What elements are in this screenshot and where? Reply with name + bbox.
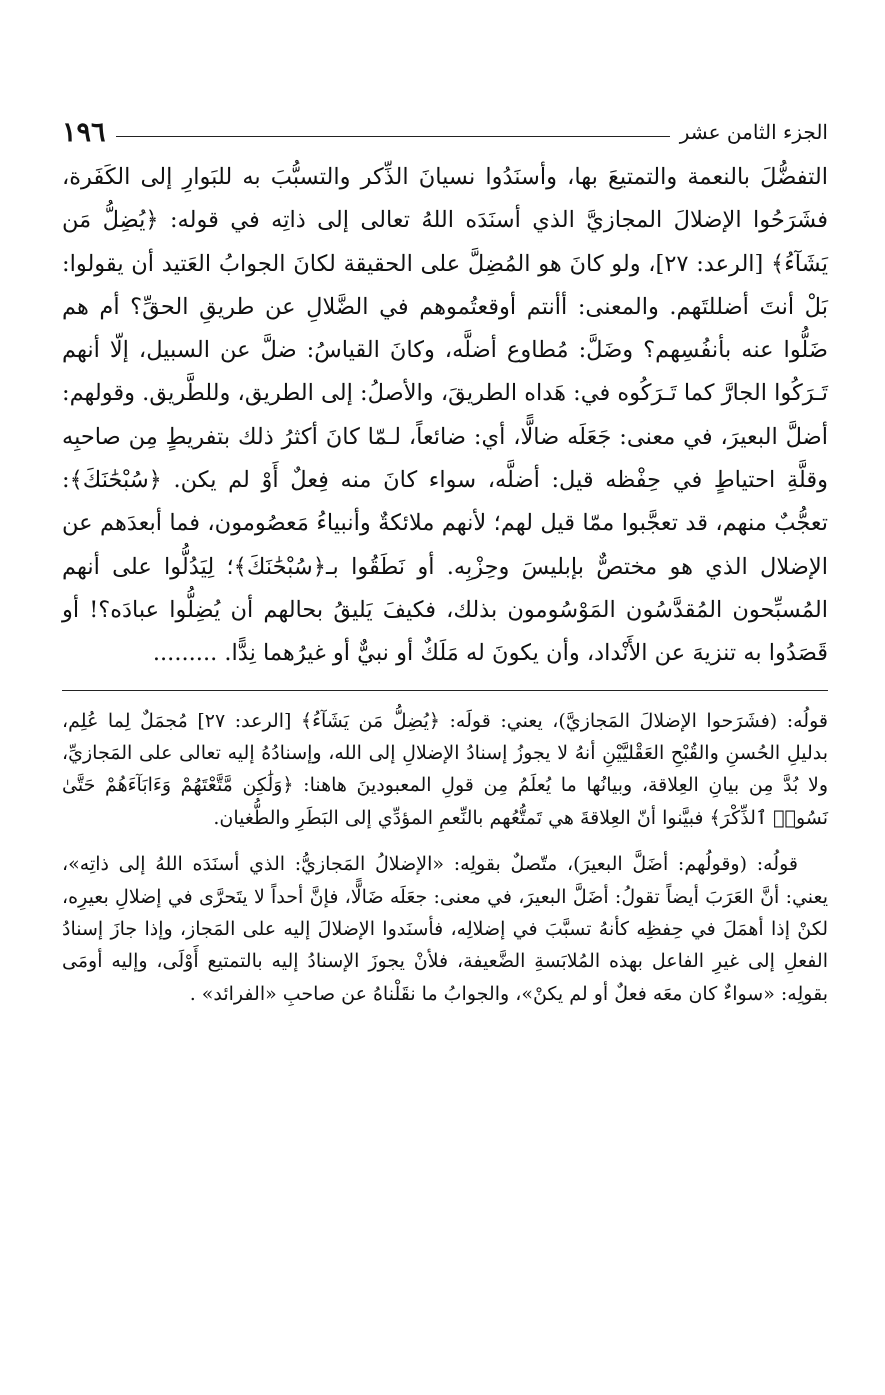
page-number: ١٩٦ [62,116,106,148]
page-header [62,112,828,152]
book-page [62,112,828,1022]
commentary-note: قولُه: (وقولُهم: أضَلَّ البعيرَ)، متّصلٌ بقولِه: «الإضلالُ المَجازيُّ: الذي أسنَدَه اللهُ إلى ذاتِه»، يعني: أنَّ العَرَبَ أيضاً تقولُ: أضَلَّ البعيرَ، في معنى: جعَلَه ضَالًّا، فإنَّ أحداً لا يتَحرَّى في إضلالِ بعيرِه، لكنْ إذا أهمَلَ في حِفظِه كأنهُ تسبَّبَ في إضلالِه، فأسنَدوا الإضلالَ إليه على المَجاز، وإذا جازَ إسنادُ الفعلِ إلى غيرِ الفاعل بهذه المُلابَسةِ الضَّعيفة، فلأنْ يجوزَ الإسنادُ إليه بالتمتيع أَوْلَى، وإليه أومَى بقولِه: «سواءٌ كان معَه فعلٌ أو لم يكنْ»، والجوابُ ما نقَلْناهُ عن صاحبِ «الفرائد» . [62,853,828,1005]
main-text: التفضُّلَ بالنعمة والتمتيعَ بها، وأسنَدُوا نسيانَ الذِّكر والتسبُّبَ به للبَوارِ إلى الكَفَرة، فشَرَحُوا الإضلالَ المجازيَّ الذي أسنَدَه اللهُ تعالى إلى ذاتِه في قوله: ﴿يُضِلُّ مَن يَشَآءُ﴾ [الرعد: ٢٧]، ولو كانَ هو المُضِلَّ على الحقيقة لكانَ الجوابُ العَتيد أن يقولوا: بَلْ أنتَ أضللتَهم. والمعنى: أأنتم أوقعتُموهم في الضَّلالِ عن طريقِ الحقِّ؟ أم هم ضَلُّوا عنه بأنفُسِهم؟ وضَلَّ: مُطاوع أضلَّه، وكانَ القياسُ: ضلَّ عن السبيل، إلّا أنهم تَـرَكُوا الجارَّ كما تَـرَكُوه في: هَداه الطريقَ، والأصلُ: إلى الطريق، وللطَّريق. وقولهم: أضلَّ البعيرَ، في معنى: جَعَلَه ضالًّا، أي: ضائعاً، لـمّا كانَ أكثرُ ذلك بتفريطٍ مِن صاحبِه وقلَّةِ احتياطٍ في حِفْظه قيل: أضلَّه، سواء كانَ منه فِعلٌ أَوْ لم يكن. ﴿سُبْحَٰنَكَ﴾: تعجُّبٌ منهم، قد تعجَّبوا ممّا قيل لهم؛ لأنهم ملائكةٌ وأنبياءُ مَعصُومون، فما أبعدَهم عن الإضلال الذي هو مختصٌّ بإبليسَ وحِزْبِه. أو نَطَقُوا بـ﴿سُبْحَٰنَكَ﴾؛ لِيَدُلُّوا على أنهم المُسبِّحون المُقدَّسُون المَوْسُومون بذلك، فكيفَ يَليقُ بحالهم أن يُضِلُّوا عبادَه؟! أو قَصَدُوا به تنزيهَ عن الأَنْداد، وأن يكونَ له مَلَكٌ أو نبيٌّ أو غيرُهما نِدًّا. ......... [62,164,828,667]
running-title: الجزء الثامن عشر [679,120,828,144]
commentary-notes [62,705,828,1011]
header-rule [116,136,670,137]
commentary-note: قولُه: (فشَرَحوا الإضلالَ المَجازيَّ)، يعني: قولَه: ﴿يُضِلُّ مَن يَشَآءُ﴾ [الرعد: ٢٧] مُجمَلٌ لِما عُلِم، بدليلِ الحُسنِ والقُبْحِ العَقْليَّيْنِ أنهُ لا يجوزُ إسنادُ الإضلالِ إلى الله، وإسنادُهُ إليه تعالى على المَجازيِّ، ولا بُدَّ مِن بيانِ العِلاقة، وبيانُها ما يُعلَمُ مِن قولِ المعبودينَ هاهنا: ﴿وَلَٰكِن مَّتَّعْتَهُمْ وَءَابَآءَهُمْ حَتَّىٰ نَسُوا۟ ٱلذِّكْرَ﴾ فبيَّنوا أنّ العِلاقةَ هي تَمتُّعُهم بالنِّعمِ المؤدِّي إلى البَطَرِ والطُّغيان. [62,709,828,829]
footnote-separator [62,690,828,691]
